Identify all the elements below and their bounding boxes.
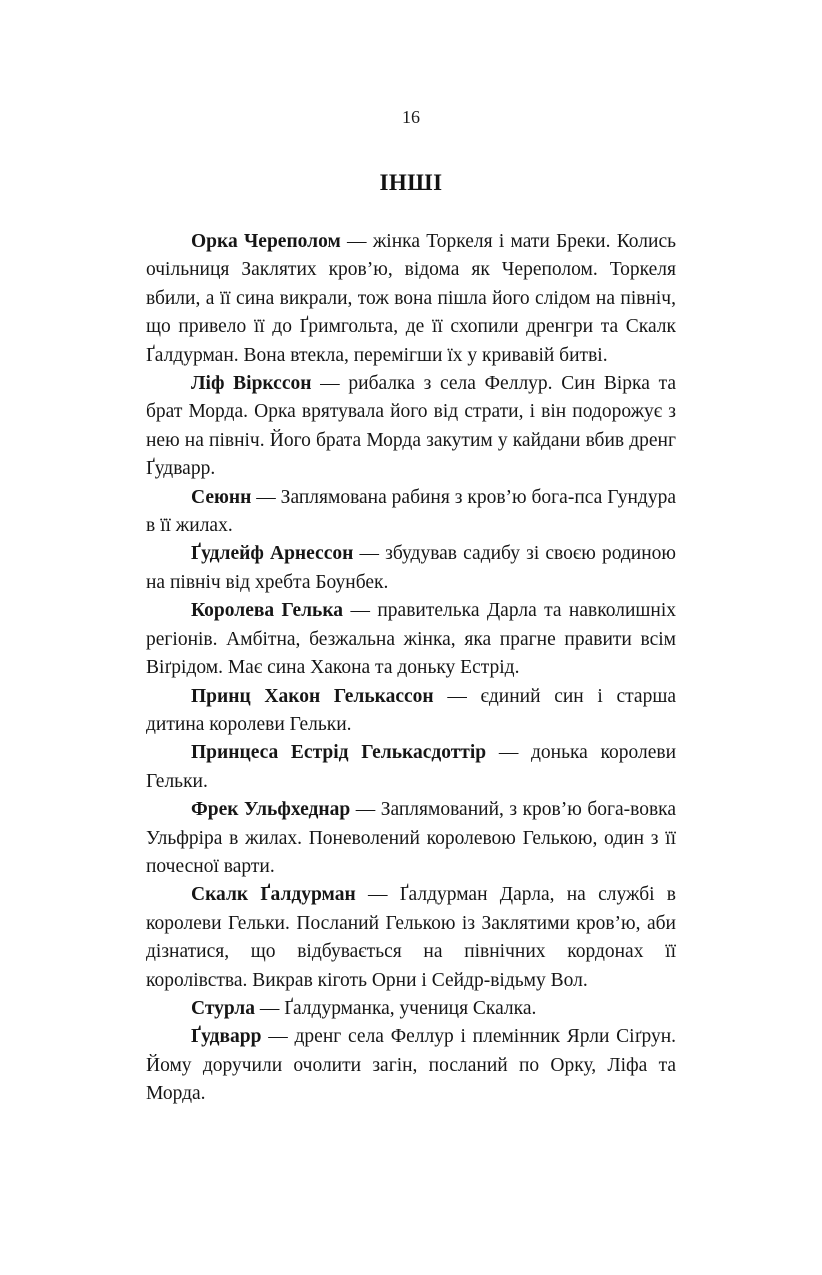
- entry-text: — Заплямована рабиня з кров’ю бога-пса Гундура в її жилах.: [146, 486, 676, 537]
- text-block: [146, 228, 676, 1109]
- section-heading: ІНШІ: [379, 170, 443, 195]
- page-number: 16: [402, 107, 420, 127]
- entry-paragraph: [146, 370, 676, 484]
- entry-name: Скалк Ґалдурман: [191, 884, 356, 906]
- entry-text: — рибалка з села Феллур. Син Вірка та брат Морда. Орка врятувала його від страти, і він подорожує з нею на північ. Його брата Морда закутим у кайдани вбив дренг Ґудварр.: [146, 373, 676, 480]
- entry-text: — Ґалдурман Дарла, на службі в королеви Гельки. Посланий Гелькою із Заклятими кров’ю, аби дізнатися, що відбувається на північних кордонах її королівства. Викрав кіготь Орни і Сейдр-відьму Вол.: [146, 884, 677, 991]
- entry-text: — єдиний син і старша дитина королеви Гельки.: [146, 685, 676, 735]
- entry-name: Фрек Ульфхеднар: [191, 799, 351, 821]
- entry-name: Ґудварр: [191, 1026, 262, 1048]
- entry-name: Принцеса Естрід Гелькасдоттір: [191, 742, 487, 764]
- entry-name: Принц Хакон Гелькассон: [191, 685, 434, 707]
- entry-text: — жінка Торкеля і мати Бреки. Колись очільниця Заклятих кров’ю, відома як Череполом. Торкеля вбили, а її сина викрали, тож вона пішла його слідом на північ, що привело її до Ґримгольта, де її схопили дренгри та Скалк Ґалдурман. Вона втекла, перемігши їх у кривавій битві.: [146, 231, 677, 366]
- entry-name: Стурла: [191, 997, 255, 1019]
- entry-paragraph: [146, 1023, 676, 1108]
- entry-paragraph: [146, 597, 676, 682]
- entry-paragraph: [146, 995, 676, 1023]
- entry-paragraph: [146, 881, 676, 995]
- entry-paragraph: [146, 484, 676, 541]
- entry-name: Орка Череполом: [191, 231, 341, 252]
- entry-text: — Заплямований, з кров’ю бога-вовка Ульфріра в жилах. Поневолений королевою Гелькою, один з її почесної варти.: [146, 799, 676, 877]
- entry-name: Сеюнн: [191, 486, 252, 508]
- entry-name: Ґудлейф Арнессон: [191, 543, 354, 565]
- entry-paragraph: [146, 739, 676, 796]
- entry-text: — дренг села Феллур і племінник Ярли Сіґрун. Йому доручили очолити загін, посланий по Орку, Ліфа та Морда.: [146, 1026, 676, 1105]
- entry-name: Ліф Віркссон: [191, 373, 312, 395]
- entry-text: — донька королеви Гельки.: [146, 742, 677, 792]
- entry-paragraph: [146, 796, 676, 881]
- entry-paragraph: [146, 540, 676, 597]
- entry-text: — Ґалдурманка, учениця Скалка.: [254, 997, 537, 1019]
- entry-paragraph: [146, 228, 676, 370]
- entry-paragraph: [146, 683, 676, 740]
- entry-name: Королева Гелька: [191, 600, 344, 622]
- entry-text: — збудував садибу зі своєю родиною на північ від хребта Боунбек.: [146, 543, 676, 593]
- entry-text: — правителька Дарла та навколишніх регіонів. Амбітна, безжальна жінка, яка прагне правити всім Віґрідом. Має сина Хакона та доньку Естрід.: [146, 600, 676, 679]
